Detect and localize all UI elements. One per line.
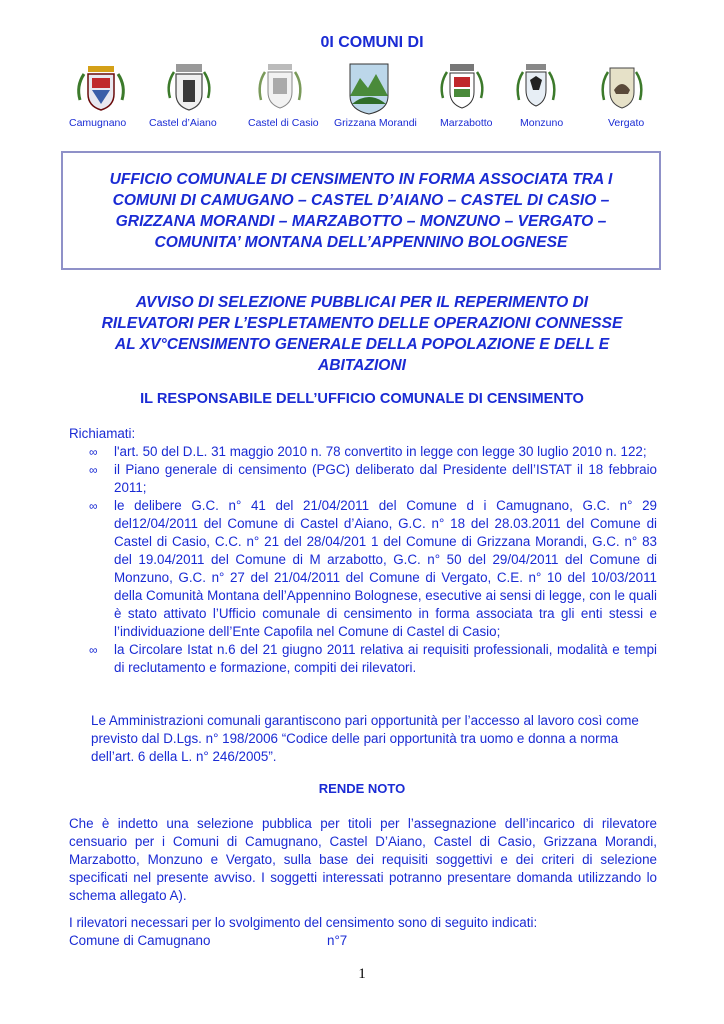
notice-line-2: RILEVATORI PER L’ESPLETAMENTO DELLE OPERAZIONI CONNESSE bbox=[101, 315, 623, 332]
list-item bbox=[69, 443, 657, 461]
crest-camugnano-icon bbox=[72, 60, 130, 116]
responsible-heading: IL RESPONSABILE DELL’UFFICIO COMUNALE DI CENSIMENTO bbox=[140, 391, 584, 407]
bullet-text: le delibere G.C. n° 41 del 21/04/2011 del Comune d i Camugnano, G.C. n° 29 del12/04/2011 del Comune di Castel d’Aiano, G.C. n° 18 del 28.03.2011 del Comune di Castel di Casio, C.C. n° 21 del 28/04/201 1 del Comune di Grizzana Morandi, G.C. n° 83 del 19.04/2011 del Comune di M arzabotto, G.C. n° 50 del 29/04/2011 del Comune di Monzuno, G.C. n° 27 del 21/04/2011 del Comune di Vergato, C.E. n° 10 del 10/03/2011 della Comunità Montana dell’Appennino Bolognese, esecutive ai sensi di legge, con le quali è stato attivato l’Ufficio comunale di censimento in forma associata tra gli enti stessi e l’individuazione dell’Ente Capofila nel Comune di Castel di Casio; bbox=[114, 498, 657, 639]
infinity-bullet-icon: ∞ bbox=[89, 499, 98, 513]
list-item bbox=[69, 497, 657, 641]
notice-line-4: ABITAZIONI bbox=[317, 357, 407, 374]
office-line-3: GRIZZANA MORANDI – MARZABOTTO – MONZUNO – VERGATO – bbox=[115, 212, 607, 230]
infinity-bullet-icon: ∞ bbox=[89, 643, 98, 657]
page-number: 1 bbox=[358, 966, 366, 982]
office-box bbox=[61, 151, 661, 270]
office-line-4: COMUNITA’ MONTANA DELL’APPENNINO BOLOGNESE bbox=[154, 233, 568, 251]
comune-name: Comune di Camugnano bbox=[69, 933, 211, 948]
notice-line-3: AL XV°CENSIMENTO GENERALE DELLA POPOLAZIONE E DELL E bbox=[114, 336, 610, 353]
town-label-monzuno: Monzuno bbox=[520, 117, 564, 129]
crest-monzuno-icon bbox=[514, 60, 558, 116]
town-label-castel-daiano: Castel d’Aiano bbox=[149, 117, 217, 129]
bullet-list bbox=[69, 443, 657, 677]
rende-noto-heading: RENDE NOTO bbox=[318, 781, 406, 796]
equal-opportunity-paragraph: Le Amministrazioni comunali garantiscono pari opportunità per l’accesso al lavoro così come previsto dal D.Lgs. n° 198/2006 “Codice delle pari opportunità tra uomo e donna a norma dell’art. 6 della L. n° 246/2005”. bbox=[91, 713, 639, 764]
bullet-text: il Piano generale di censimento (PGC) deliberato dal Presidente dell’ISTAT il 18 febbraio 2011; bbox=[114, 462, 657, 495]
office-line-2: COMUNI DI CAMUGANO – CASTEL D’AIANO – CASTEL DI CASIO – bbox=[112, 191, 610, 209]
notice-line-1: AVVISO DI SELEZIONE PUBBLICAI PER IL REPERIMENTO DI bbox=[135, 294, 589, 311]
crest-marzabotto-icon bbox=[437, 60, 487, 116]
notice-title bbox=[66, 292, 658, 376]
crest-castel-daiano-icon bbox=[164, 60, 214, 116]
crest-vergato-icon bbox=[600, 60, 644, 116]
office-box-text bbox=[71, 169, 651, 253]
town-label-camugnano: Camugnano bbox=[69, 117, 127, 129]
list-item bbox=[69, 641, 657, 677]
bullet-text: la Circolare Istat n.6 del 21 giugno 2011 relativa ai requisiti professionali, modalità e tempi di reclutamento e formazione, compiti dei rilevatori. bbox=[114, 642, 657, 675]
comune-count: n°7 bbox=[327, 933, 348, 948]
crest-grizzana-morandi-icon bbox=[346, 60, 392, 116]
crest-castel-di-casio-icon bbox=[255, 60, 305, 116]
town-label-marzabotto: Marzabotto bbox=[440, 117, 493, 129]
bullet-text: l'art. 50 del D.L. 31 maggio 2010 n. 78 convertito in legge con legge 30 luglio 2010 n. 122; bbox=[114, 444, 647, 459]
office-line-1: UFFICIO COMUNALE DI CENSIMENTO IN FORMA ASSOCIATA TRA I bbox=[109, 170, 613, 188]
infinity-bullet-icon: ∞ bbox=[89, 445, 98, 459]
required-surveyors-paragraph: I rilevatori necessari per lo svolgimento del censimento sono di seguito indicati: bbox=[69, 915, 538, 930]
selection-paragraph: Che è indetto una selezione pubblica per titoli per l’assegnazione dell’incarico di rilevatore censuario per i Comuni di Camugnano, Castel D’Aiano, Castel di Casio, Grizzana Morandi, Marzabotto, Monzuno e Vergato, sulla base dei requisiti soggettivi e dei criteri di selezione specificati nel presente avviso. I soggetti interessati potranno presentare domanda utilizzando lo schema allegato A). bbox=[69, 816, 657, 903]
town-label-vergato: Vergato bbox=[608, 117, 645, 129]
header-title: 0I COMUNI DI bbox=[320, 34, 424, 51]
list-item bbox=[69, 461, 657, 497]
town-label-castel-di-casio: Castel di Casio bbox=[248, 117, 319, 129]
infinity-bullet-icon: ∞ bbox=[89, 463, 98, 477]
richiamati-label: Richiamati: bbox=[69, 426, 136, 441]
town-label-grizzana-morandi: Grizzana Morandi bbox=[334, 117, 417, 129]
